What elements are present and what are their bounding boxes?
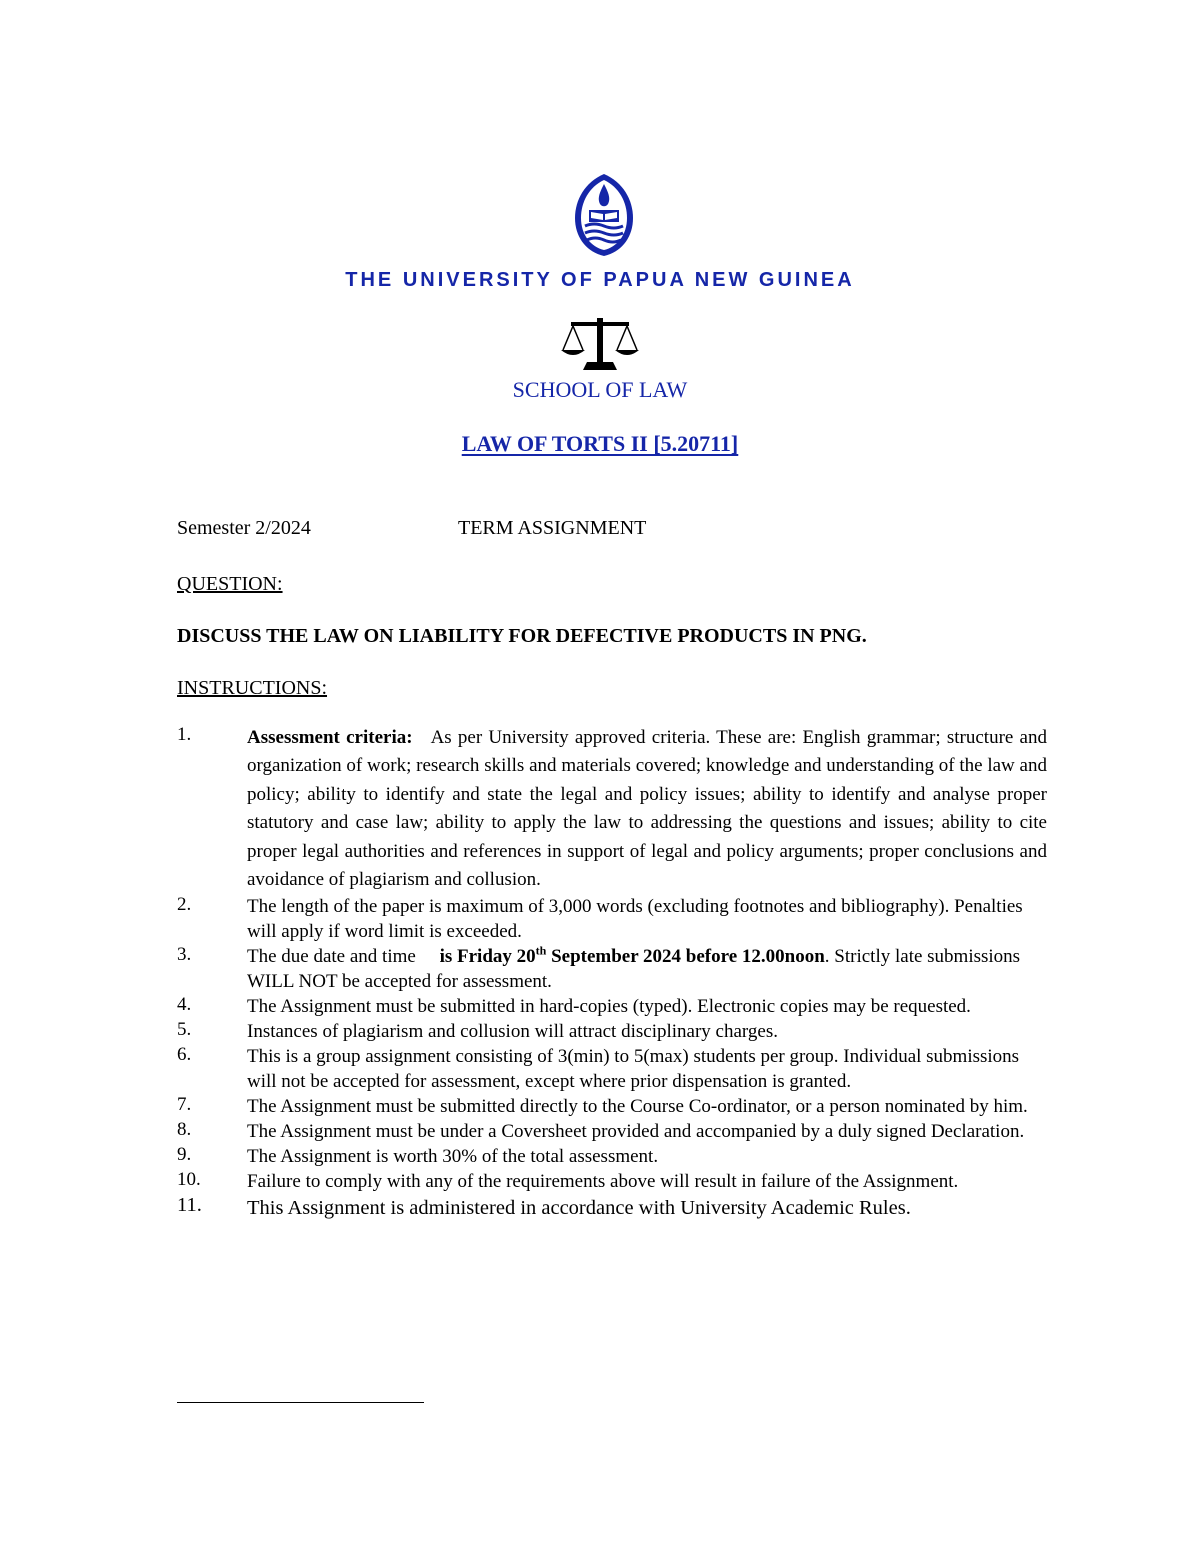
item-text: Failure to comply with any of the requirements above will result in failure of the Assignment. bbox=[247, 1171, 959, 1193]
item-number: 7. bbox=[177, 1094, 192, 1116]
item-text bbox=[247, 724, 1047, 894]
item-text: The Assignment must be submitted directly to the Course Co-ordinator, or a person nominated by him. bbox=[247, 1096, 1028, 1118]
item-text bbox=[247, 944, 1047, 994]
course-title-text: LAW OF TORTS II [5.20711] bbox=[461, 431, 739, 456]
item-number: 5. bbox=[177, 1019, 192, 1041]
item-text: This is a group assignment consisting of 3(min) to 5(max) students per group. Individual submissions will not be accepted for assessment, except where prior dispensation is granted. bbox=[247, 1046, 1020, 1093]
item-text: This Assignment is administered in accordance with University Academic Rules. bbox=[247, 1197, 911, 1220]
assignment-type: TERM ASSIGNMENT bbox=[458, 517, 647, 539]
item-number: 3. bbox=[177, 944, 192, 966]
criteria-label: Assessment criteria: bbox=[247, 727, 413, 748]
item-number: 9. bbox=[177, 1144, 192, 1166]
item-number: 10. bbox=[177, 1169, 201, 1191]
semester-label: Semester 2/2024 bbox=[177, 517, 311, 539]
course-title bbox=[0, 430, 1200, 458]
footnote-separator bbox=[177, 1402, 424, 1403]
instruction-item bbox=[177, 1094, 1047, 1119]
instructions-label: INSTRUCTIONS: bbox=[177, 677, 328, 699]
criteria-text: As per University approved criteria. These are: English grammar; structure and organization of work; research skills and materials covered; knowledge and understanding of the law and policy; ability to identify and state the legal and policy issues; ability to identify and analyse proper statutory and case law; ability to apply the law to addressing the questions and issues; ability to cite proper legal authorities and references in support of legal and policy arguments; proper conclusions and avoidance of plagiarism and collusion. bbox=[247, 727, 1047, 891]
scales-of-justice-icon bbox=[559, 318, 641, 372]
school-name: SCHOOL OF LAW bbox=[512, 377, 688, 402]
due-date-day: is Friday 20 bbox=[439, 946, 536, 968]
instruction-item bbox=[177, 1144, 1047, 1169]
instruction-item bbox=[177, 894, 1047, 944]
item-text: The Assignment must be under a Coversheet provided and accompanied by a duly signed Declaration. bbox=[247, 1121, 1025, 1143]
item-number: 2. bbox=[177, 894, 192, 916]
due-date-intro: The due date and time bbox=[247, 946, 416, 968]
instruction-item bbox=[177, 1194, 1047, 1222]
due-date-note: . Strictly late submissions WILL NOT be accepted for assessment. bbox=[247, 946, 1021, 993]
university-crest-logo bbox=[573, 172, 635, 258]
instruction-item bbox=[177, 724, 1047, 894]
item-text: The length of the paper is maximum of 3,000 words (excluding footnotes and bibliography). Penalties will apply if word limit is exceeded. bbox=[247, 896, 1023, 943]
instruction-item bbox=[177, 1044, 1047, 1094]
due-date-value: September 2024 before 12.00noon bbox=[546, 946, 825, 968]
item-text: Instances of plagiarism and collusion will attract disciplinary charges. bbox=[247, 1021, 778, 1043]
question-text: DISCUSS THE LAW ON LIABILITY FOR DEFECTIVE PRODUCTS IN PNG. bbox=[177, 625, 867, 647]
instructions-list bbox=[177, 724, 1047, 1222]
instruction-item bbox=[177, 944, 1047, 994]
item-number: 4. bbox=[177, 994, 192, 1016]
item-text: The Assignment is worth 30% of the total assessment. bbox=[247, 1146, 659, 1168]
item-number: 6. bbox=[177, 1044, 192, 1066]
question-label: QUESTION: bbox=[177, 573, 283, 595]
instruction-item bbox=[177, 1019, 1047, 1044]
instruction-item bbox=[177, 994, 1047, 1019]
item-number: 11. bbox=[177, 1194, 202, 1217]
instruction-item bbox=[177, 1119, 1047, 1144]
item-number: 1. bbox=[177, 724, 192, 745]
due-date-ordinal: th bbox=[535, 944, 547, 959]
instruction-item bbox=[177, 1169, 1047, 1194]
item-text: The Assignment must be submitted in hard-copies (typed). Electronic copies may be requested. bbox=[247, 996, 971, 1018]
item-number: 8. bbox=[177, 1119, 192, 1141]
university-name: THE UNIVERSITY OF PAPUA NEW GUINEA bbox=[345, 269, 855, 291]
